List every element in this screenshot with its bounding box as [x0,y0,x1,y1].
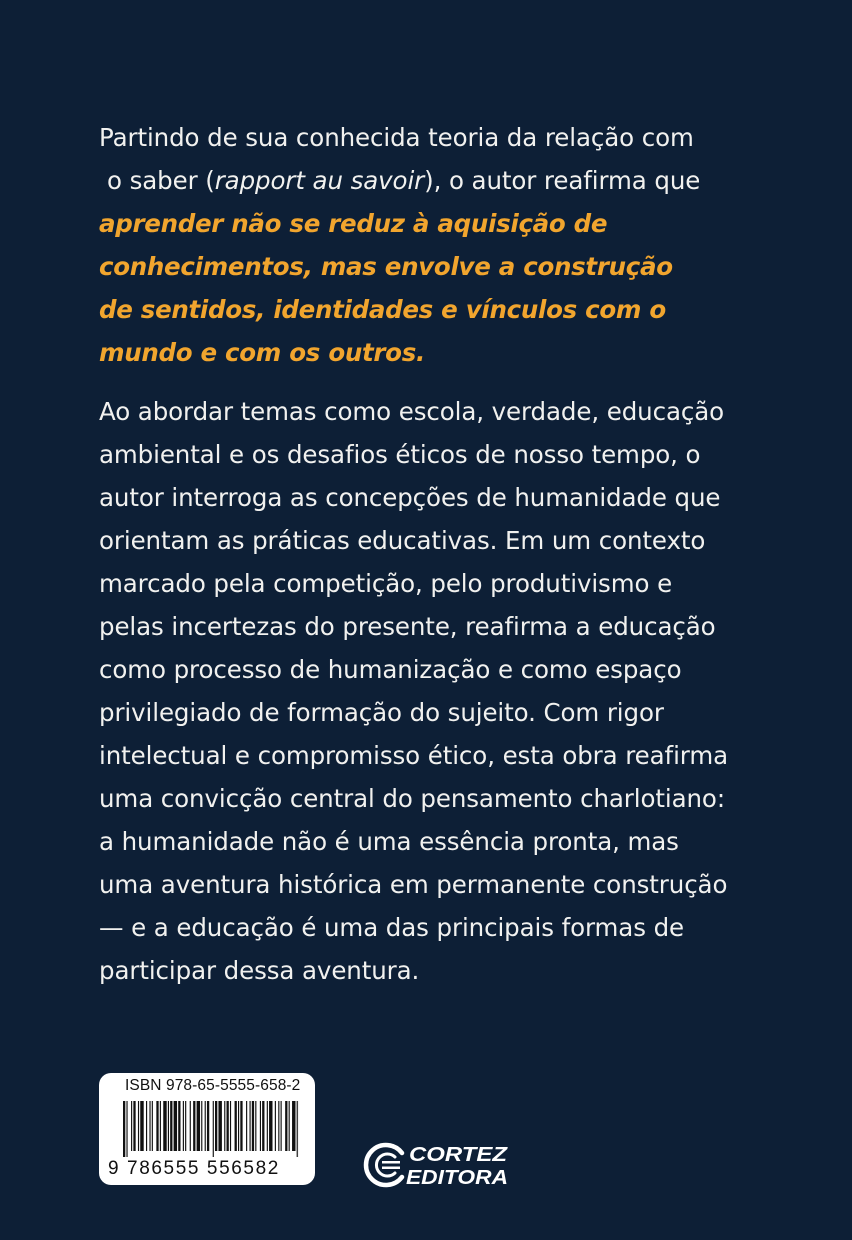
barcode-bar [131,1101,132,1151]
highlight-line: aprender não se reduz à aquisição de [99,209,608,238]
barcode-bar [201,1101,202,1151]
body-line: a humanidade não é uma essência pronta, mas [99,827,679,856]
barcode-bars [123,1101,299,1157]
body-paragraph [99,390,739,992]
barcode-bar [215,1101,217,1151]
body-line: como processo de humanização e como espaço [99,655,682,684]
intro-text: o saber ( [107,166,215,195]
barcode-bar [123,1101,125,1157]
barcode-bar [197,1101,200,1151]
body-line: Ao abordar temas como escola, verdade, educação [99,397,725,426]
logo-line-cortez: CORTEZ [409,1144,508,1166]
barcode-bar [275,1101,276,1151]
cortez-editora-logo [362,1140,512,1190]
intro-paragraph [99,116,739,374]
barcode-bar [238,1101,239,1151]
barcode-bar [246,1101,247,1151]
body-line: orientam as práticas educativas. Em um contexto [99,526,706,555]
back-cover-blurb [99,116,739,992]
barcode-bar [207,1101,209,1151]
body-line: pelas incertezas do presente, reafirma a educação [99,612,716,641]
barcode-bar [190,1101,191,1151]
barcode-bar [250,1101,251,1151]
barcode-bar [163,1101,166,1151]
barcode-bar [230,1101,231,1151]
barcode-bar [160,1101,161,1151]
barcode-bar [185,1101,186,1151]
isbn-barcode [99,1073,315,1185]
barcode-bar [140,1101,143,1151]
barcode-bar [267,1101,268,1151]
barcode-bar [227,1101,229,1151]
barcode-bar [174,1101,177,1151]
intro-line: Partindo de sua conhecida teoria da relação com [99,123,694,152]
barcode-bar [235,1101,237,1151]
body-line: ambiental e os desafios éticos de nosso tempo, o [99,440,701,469]
barcode-bar [213,1101,214,1157]
barcode-bar [146,1101,147,1151]
barcode-bar [240,1101,242,1151]
barcode-bar [218,1101,221,1151]
barcode-bar [260,1101,261,1151]
logo-line-editora: EDITORA [406,1167,508,1189]
body-line: intelectual e compromisso ético, esta obra reafirma [99,741,729,770]
body-line: uma convicção central do pensamento charlotiano: [99,784,725,813]
french-term: rapport au savoir [214,166,425,195]
body-line: — e a educação é uma das principais formas de [99,913,684,942]
barcode-bar [178,1101,180,1151]
highlight-line: conhecimentos, mas envolve a construção [99,252,673,281]
barcode-bar [156,1101,158,1151]
highlight-line: mundo e com os outros. [99,338,426,367]
barcode-bar [193,1101,195,1151]
intro-line [99,159,739,202]
barcode-bar [281,1101,282,1151]
body-line: uma aventura histórica em permanente construção [99,870,728,899]
isbn-label: ISBN 978-65-5555-658-2 [125,1077,301,1094]
barcode-bar [205,1101,206,1151]
barcode-bar [152,1101,153,1151]
barcode-bar [170,1101,172,1151]
highlight-line: de sentidos, identidades e vínculos com o [99,295,666,324]
barcode-bar [269,1101,272,1151]
barcode-bar [133,1101,135,1151]
barcode-bar [224,1101,225,1151]
intro-text: ), o autor reafirma que [424,166,701,195]
barcode-bar [138,1101,139,1151]
barcode-bar [252,1101,254,1151]
barcode-bar [126,1101,127,1157]
barcode-bar [255,1101,256,1151]
body-line: privilegiado de formação do sujeito. Com rigor [99,698,664,727]
barcode-bar [262,1101,264,1151]
body-line: marcado pela competição, pelo produtivismo e [99,569,673,598]
barcode-number: 9 786555 556582 [108,1158,280,1179]
body-line: autor interroga as concepções de humanidade que [99,483,721,512]
barcode-bar [183,1101,184,1151]
barcode-bar [168,1101,169,1151]
logo-c-mark-icon [366,1145,402,1185]
body-line: participar dessa aventura. [99,956,420,985]
barcode-bar [149,1101,150,1151]
barcode-bar [285,1101,287,1151]
barcode-bar [292,1101,295,1151]
barcode-bar [278,1101,279,1151]
barcode-bar [297,1101,298,1157]
barcode-bar [289,1101,290,1151]
